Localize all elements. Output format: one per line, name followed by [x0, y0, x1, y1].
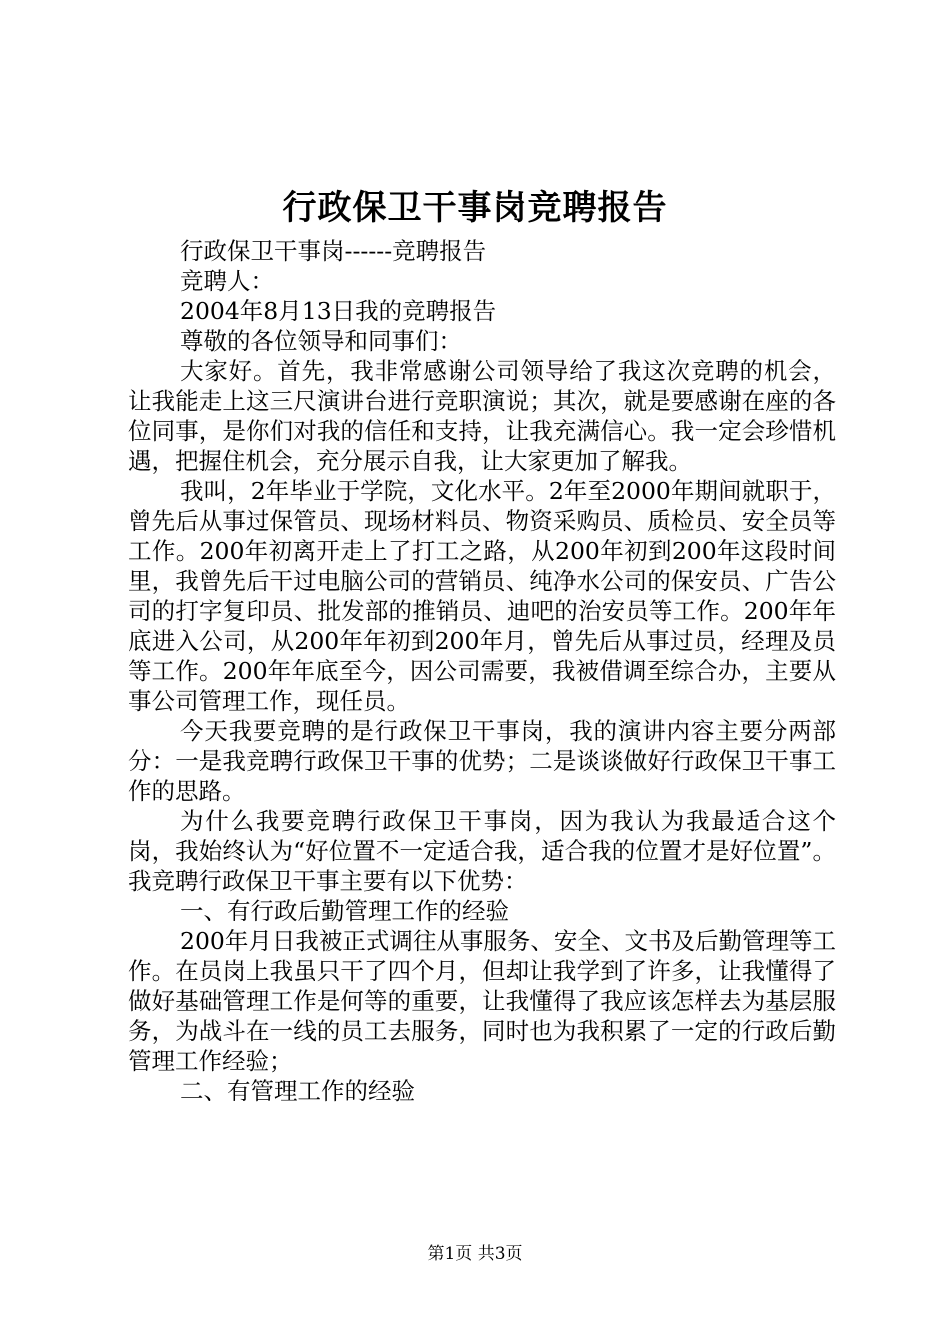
paragraph-speech-outline: 今天我要竞聘的是行政保卫干事岗，我的演讲内容主要分两部分：一是我竞聘行政保卫干事的优势；二是谈谈做好行政保卫干事工作的思路。 — [128, 717, 836, 805]
document-title: 行政保卫干事岗竞聘报告 — [282, 188, 668, 228]
paragraph-point-one: 200年月日我被正式调往从事服务、安全、文书及后勤管理等工作。在员岗上我虽只干了四个月，但却让我学到了许多，让我懂得了做好基础管理工作是何等的重要，让我懂得了我应该怎样去为基层服务，为战斗在一线的员工去服务，同时也为我积累了一定的行政后勤管理工作经验； — [128, 927, 836, 1075]
page-footer: 第1页 共3页 — [427, 1244, 523, 1264]
heading-point-two: 二、有管理工作的经验 — [180, 1077, 415, 1105]
document-body — [128, 236, 836, 1106]
heading-point-one: 一、有行政后勤管理工作的经验 — [180, 897, 509, 925]
paragraph-advantages-intro: 为什么我要竞聘行政保卫干事岗，因为我认为我最适合这个岗，我始终认为“好位置不一定适合我，适合我的位置才是好位置”。我竞聘行政保卫干事主要有以下优势： — [128, 807, 836, 895]
paragraph-background: 我叫，2年毕业于学院，文化水平。2年至2000年期间就职于，曾先后从事过保管员、现场材料员、物资采购员、质检员、安全员等工作。200年初离开走上了打工之路，从200年初到200年这段时间里，我曾先后干过电脑公司的营销员、纯净水公司的保安员、广告公司的打字复印员、批发部的推销员、迪吧的治安员等工作。200年年底进入公司，从200年年初到200年月，曾先后从事过员，经理及员等工作。200年年底至今，因公司需要，我被借调至综合办，主要从事公司管理工作，现任员。 — [128, 477, 836, 715]
paragraph-salutation: 尊敬的各位领导和同事们： — [180, 327, 462, 355]
paragraph-date: 2004年8月13日我的竞聘报告 — [180, 297, 497, 325]
paragraph-greeting: 大家好。首先，我非常感谢公司领导给了我这次竞聘的机会，让我能走上这三尺演讲台进行竞职演说；其次，就是要感谢在座的各位同事，是你们对我的信任和支持，让我充满信心。我一定会珍惜机遇，把握住机会，充分展示自我，让大家更加了解我。 — [128, 357, 836, 475]
paragraph-subtitle: 行政保卫干事岗------竞聘报告 — [180, 237, 487, 265]
paragraph-applicant: 竞聘人： — [180, 267, 274, 295]
